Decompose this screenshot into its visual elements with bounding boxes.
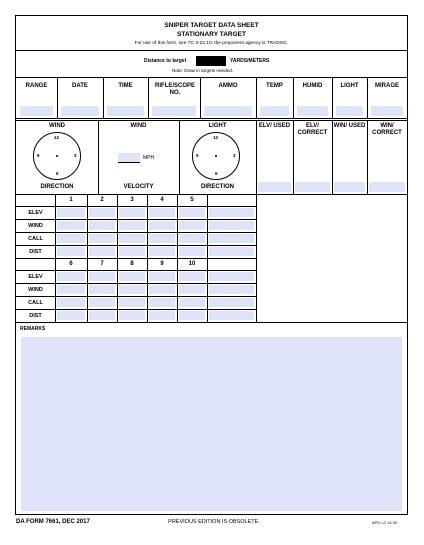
wind-direction-dial[interactable] — [33, 132, 81, 180]
shot-cell[interactable] — [89, 208, 115, 217]
col-range: RANGE — [25, 83, 48, 89]
shot-cell[interactable] — [179, 234, 205, 243]
dial-center — [56, 155, 58, 157]
shot-cell[interactable] — [119, 272, 145, 281]
remarks-label: REMARKS — [20, 326, 46, 332]
velocity-field[interactable] — [118, 153, 140, 163]
shot-cell[interactable] — [119, 311, 145, 320]
shot-cell[interactable] — [149, 298, 175, 307]
time-field[interactable] — [107, 106, 144, 116]
shot-cell[interactable] — [89, 234, 115, 243]
shot-cell[interactable] — [119, 221, 145, 230]
shot-cell[interactable] — [149, 272, 175, 281]
wind-direction-label: DIRECTION — [40, 184, 74, 190]
temp-field[interactable] — [260, 106, 289, 116]
shot-cell[interactable] — [209, 311, 254, 320]
col-mirage: MIRAGE — [375, 83, 399, 89]
distance-unit: YARDS/METERS — [230, 58, 270, 64]
row-label-wind: WIND — [28, 287, 43, 293]
elv-used-label: ELV/ USED — [258, 123, 291, 129]
draw-targets-note: Note: Draw in targets needed. — [172, 68, 234, 73]
shot-cell[interactable] — [119, 208, 145, 217]
shot-cell[interactable] — [149, 208, 175, 217]
dial-center — [215, 155, 217, 157]
light-direction-label: DIRECTION — [201, 184, 234, 190]
shot-cell[interactable] — [57, 311, 85, 320]
col-date: DATE — [72, 83, 88, 89]
dial-label-6: 6 — [56, 171, 59, 176]
shot-number-2: 2 — [100, 197, 104, 203]
distance-label: Distance to target — [144, 58, 187, 64]
light-field[interactable] — [336, 106, 363, 116]
form-version: APD LC v1.00 — [372, 520, 398, 525]
dial-label-12: 12 — [213, 135, 219, 140]
shot-cell[interactable] — [209, 221, 254, 230]
shot-cell[interactable] — [57, 221, 85, 230]
dial-label-3: 3 — [233, 153, 236, 158]
win-used-field[interactable] — [334, 182, 365, 192]
shot-number-3: 3 — [130, 197, 134, 203]
shot-cell[interactable] — [179, 298, 205, 307]
mph-label: MPH — [143, 155, 155, 161]
elv-correct-label: ELV/ CORRECT — [297, 123, 328, 136]
shot-cell[interactable] — [149, 247, 175, 256]
form-title: SNIPER TARGET DATA SHEET — [164, 22, 259, 29]
dial-label-3: 3 — [74, 153, 77, 158]
col-humid: HUMID — [302, 83, 323, 89]
shot-cell[interactable] — [57, 208, 85, 217]
shot-cell[interactable] — [119, 234, 145, 243]
row-label-elev: ELEV — [28, 210, 43, 216]
obsolete-note: PREVIOUS EDITION IS OBSOLETE. — [168, 519, 260, 525]
col-rifle-scope: RIFLE/SCOPE NO. — [154, 83, 195, 96]
shot-number-10: 10 — [188, 261, 196, 267]
shot-cell[interactable] — [209, 285, 254, 294]
row-label-call: CALL — [28, 236, 43, 242]
row-label-dist: DIST — [29, 249, 42, 255]
wind-dial-label: WIND — [49, 123, 65, 129]
row-label-wind: WIND — [28, 223, 43, 229]
dial-label-12: 12 — [54, 135, 60, 140]
shot-cell[interactable] — [89, 247, 115, 256]
shot-cell[interactable] — [57, 247, 85, 256]
row-label-call: CALL — [28, 300, 43, 306]
dial-label-6: 6 — [215, 171, 218, 176]
col-light: LIGHT — [340, 83, 359, 89]
shot-cell[interactable] — [209, 208, 254, 217]
shot-cell[interactable] — [209, 234, 254, 243]
dial-label-9: 9 — [196, 153, 199, 158]
shot-cell[interactable] — [179, 247, 205, 256]
form-subtitle: STATIONARY TARGET — [177, 31, 246, 38]
win-correct-field[interactable] — [369, 182, 405, 192]
shot-cell[interactable] — [179, 208, 205, 217]
win-used-label: WIN/ USED — [333, 123, 366, 129]
shot-cell[interactable] — [89, 272, 115, 281]
shot-cell[interactable] — [57, 298, 85, 307]
shot-cell[interactable] — [209, 272, 254, 281]
shot-cell[interactable] — [209, 298, 254, 307]
shot-cell[interactable] — [89, 298, 115, 307]
shot-cell[interactable] — [209, 247, 254, 256]
shot-cell[interactable] — [179, 285, 205, 294]
shot-number-7: 7 — [100, 261, 104, 267]
shot-cell[interactable] — [89, 285, 115, 294]
mirage-field[interactable] — [371, 106, 403, 116]
row-label-dist: DIST — [29, 313, 42, 319]
shot-cell[interactable] — [149, 311, 175, 320]
shot-cell[interactable] — [179, 272, 205, 281]
shot-cell[interactable] — [119, 298, 145, 307]
ammo-field[interactable] — [204, 106, 252, 116]
shot-cell[interactable] — [149, 221, 175, 230]
shot-cell[interactable] — [57, 234, 85, 243]
usage-note: For use of this form, see TC 3-22.10; the proponent agency is TRADOC. — [134, 41, 289, 46]
elv-used-field[interactable] — [258, 182, 291, 192]
shot-cell[interactable] — [89, 311, 115, 320]
shot-number-6: 6 — [69, 261, 73, 267]
shot-number-1: 1 — [69, 197, 73, 203]
remarks-field[interactable] — [21, 337, 402, 511]
shot-cell[interactable] — [149, 234, 175, 243]
form-number: DA FORM 7661, DEC 2017 — [16, 519, 90, 525]
date-field[interactable] — [61, 106, 99, 116]
shot-number-9: 9 — [160, 261, 164, 267]
light-direction-dial[interactable] — [192, 132, 240, 180]
col-time: TIME — [118, 83, 133, 89]
shot-cell[interactable] — [89, 221, 115, 230]
row-label-elev: ELEV — [28, 274, 43, 280]
shot-cell[interactable] — [57, 272, 85, 281]
shot-cell[interactable] — [119, 247, 145, 256]
shot-cell[interactable] — [149, 285, 175, 294]
sniper-data-form — [15, 15, 408, 515]
velocity-label: VELOCITY — [123, 184, 154, 190]
wind-velocity-label: WIND — [130, 123, 147, 129]
elv-correct-field[interactable] — [295, 182, 330, 192]
humid-field[interactable] — [297, 106, 328, 116]
col-ammo: AMMO — [218, 83, 238, 89]
target-drawing-area[interactable] — [257, 195, 407, 322]
light-dial-label: LIGHT — [208, 123, 227, 129]
win-correct-label: WIN/ CORRECT — [372, 123, 402, 136]
shot-number-8: 8 — [130, 261, 134, 267]
range-field[interactable] — [20, 106, 53, 116]
shot-number-5: 5 — [190, 197, 194, 203]
rifle-scope-field[interactable] — [152, 106, 196, 116]
shot-cell[interactable] — [57, 285, 85, 294]
shot-number-4: 4 — [160, 197, 164, 203]
shot-cell[interactable] — [119, 285, 145, 294]
col-temp: TEMP — [266, 83, 283, 89]
distance-field[interactable] — [196, 56, 226, 66]
dial-label-9: 9 — [37, 153, 40, 158]
shot-cell[interactable] — [179, 221, 205, 230]
shot-cell[interactable] — [179, 311, 205, 320]
